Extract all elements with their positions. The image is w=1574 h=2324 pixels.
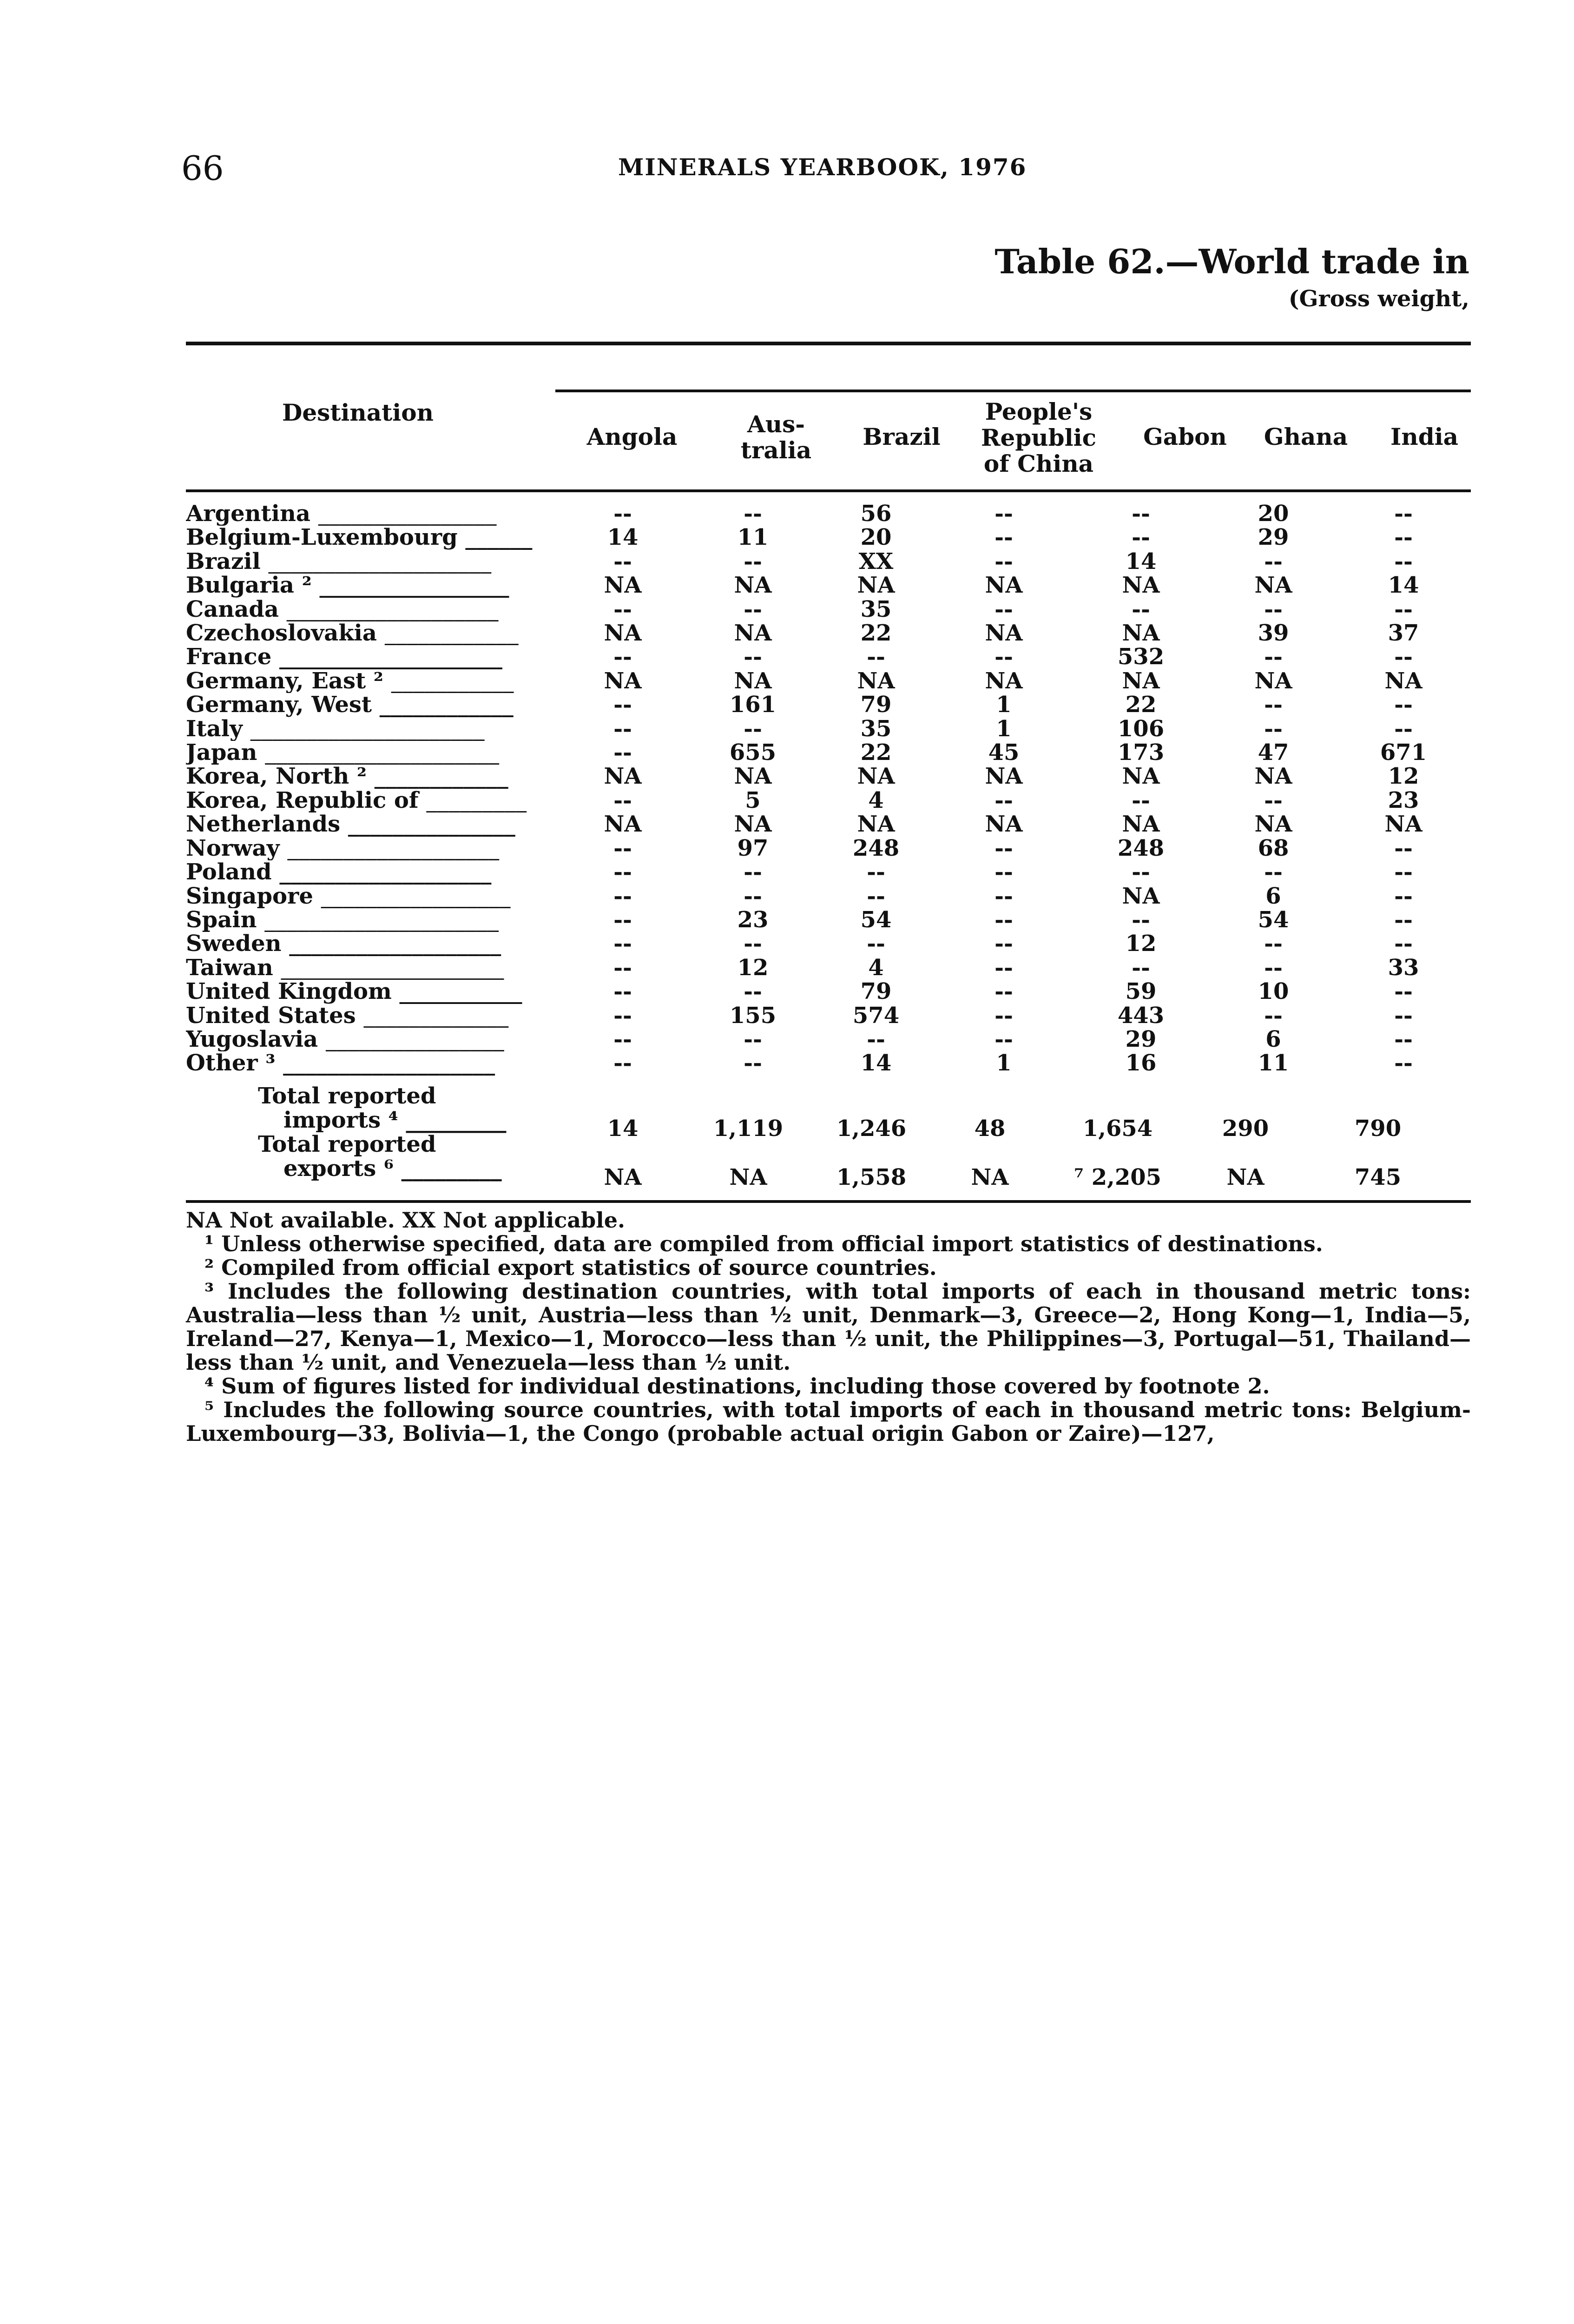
value-cell: -- [1264,931,1283,957]
value-cell: -- [613,954,632,981]
value-cell: 39 [1258,620,1289,647]
value-cell: NA [1384,811,1423,838]
value-cell: -- [1394,548,1413,574]
value-cell: -- [1394,715,1413,742]
value-cell: 155 [729,1002,777,1029]
destination-cell: France ____________________ [186,645,502,669]
value-cell: 47 [1258,739,1289,766]
value-cell: 22 [860,739,892,766]
table-row [186,526,1471,549]
value-cell: 29 [1258,524,1289,551]
column-header-gabon: Gabon [1143,423,1227,450]
destination-cell: Italy _____________________ [186,717,485,741]
value-cell: NA [1122,667,1160,694]
value-cell: NA [734,620,772,647]
total-exports-value: NA [1226,1164,1264,1190]
destination-cell: Netherlands _______________ [186,812,515,837]
value-cell: 20 [860,524,892,551]
value-cell: 574 [852,1002,900,1029]
value-cell: -- [1394,859,1413,885]
value-cell: NA [1254,811,1292,838]
column-header-china: People's Republic of China [981,398,1097,477]
value-cell: -- [1394,1026,1413,1052]
value-cell: -- [994,954,1013,981]
value-cell: -- [994,1026,1013,1052]
value-cell: -- [1394,835,1413,861]
table-row [186,860,1471,884]
table-row [186,1004,1471,1028]
table-row [186,550,1471,574]
destination-cell: United Kingdom ___________ [186,980,522,1004]
running-title: MINERALS YEARBOOK, 1976 [618,153,1027,181]
total-imports-value: 1,246 [836,1116,907,1142]
total-imports-label-2: imports ⁴ _________ [283,1107,507,1133]
value-cell: 54 [1258,906,1289,933]
footnotes [186,1208,1471,1446]
value-cell: NA [985,620,1023,647]
value-cell: -- [867,1026,885,1052]
destination-cell: Norway ___________________ [186,836,500,861]
value-cell: 14 [860,1050,892,1076]
total-imports-value: 290 [1222,1116,1269,1142]
value-cell: -- [613,1026,632,1052]
value-cell: 12 [1125,931,1157,957]
value-cell: XX [858,548,894,574]
destination-cell: Sweden ___________________ [186,932,501,956]
value-cell: -- [1264,859,1283,885]
value-cell: -- [1394,1002,1413,1029]
total-imports-value: 48 [974,1116,1006,1142]
value-cell: NA [734,811,772,838]
value-cell: -- [1132,859,1150,885]
total-exports-value: 1,558 [836,1164,907,1190]
total-exports-value: 745 [1354,1164,1402,1190]
table-row [186,693,1471,717]
value-cell: NA [604,763,642,790]
table-row [186,932,1471,956]
value-cell: 79 [860,692,892,718]
total-exports-value: ⁷ 2,205 [1073,1164,1162,1190]
value-cell: -- [1132,954,1150,981]
value-cell: -- [613,931,632,957]
destination-cell: Germany, West ____________ [186,693,514,717]
value-cell: 248 [1117,835,1165,861]
value-cell: -- [1264,692,1283,718]
value-cell: 14 [1388,572,1419,599]
value-cell: -- [613,906,632,933]
value-cell: -- [613,644,632,670]
value-cell: -- [1264,1002,1283,1029]
value-cell: 59 [1125,978,1157,1005]
total-exports-value: NA [604,1164,642,1190]
value-cell: -- [994,596,1013,622]
value-cell: NA [857,763,895,790]
value-cell: NA [1122,572,1160,599]
column-header-destination: Destination [282,399,434,426]
total-exports-label-1: Total reported [258,1131,436,1157]
value-cell: 54 [860,906,892,933]
value-cell: 10 [1258,978,1289,1005]
value-cell: -- [613,739,632,766]
footnote-2: ² Compiled from official export statistics of source countries. [204,1255,937,1280]
table-row [186,908,1471,932]
destination-cell: Singapore _________________ [186,884,511,908]
page-number: 66 [181,149,224,188]
destination-cell: Bulgaria ² _________________ [186,574,509,598]
value-cell: NA [604,620,642,647]
value-cell: -- [613,978,632,1005]
value-cell: NA [857,811,895,838]
value-cell: -- [744,931,762,957]
value-cell: -- [744,596,762,622]
value-cell: -- [1132,787,1150,813]
value-cell: -- [867,883,885,909]
value-cell: -- [613,501,632,527]
total-imports-value: 1,654 [1082,1116,1153,1142]
value-cell: 12 [737,954,769,981]
table-row [186,837,1471,860]
column-header-brazil: Brazil [863,423,941,450]
footnote-3: ³ Includes the following destination countries, with total imports of each in thousand metric tons: Australia—less than ½ unit, Austria—less than ½ unit, Denmark—3, Greece—2, Hong Kong—1, India—5, Ireland—27, Kenya—1, Mexico—1, Morocco—less than ½ unit, the Philippines—3, Portugal—51, Thailand—less than ½ unit, and Venezuela—less than ½ unit. [186,1279,1471,1375]
destination-cell: Belgium-Luxembourg ______ [186,526,533,550]
value-cell: NA [1384,667,1423,694]
value-cell: NA [734,763,772,790]
value-cell: NA [734,572,772,599]
value-cell: -- [994,906,1013,933]
column-header-angola: Angola [586,423,678,450]
total-imports-label-1: Total reported [258,1083,436,1109]
value-cell: -- [1132,524,1150,551]
value-cell: 11 [1258,1050,1289,1076]
value-cell: -- [1394,906,1413,933]
value-cell: 6 [1265,1026,1281,1052]
value-cell: -- [613,859,632,885]
table-row [186,645,1471,669]
destination-cell: Brazil ____________________ [186,549,492,574]
value-cell: -- [613,883,632,909]
value-cell: 22 [860,620,892,647]
value-cell: NA [1122,620,1160,647]
value-cell: -- [744,1026,762,1052]
value-cell: -- [994,644,1013,670]
value-cell: 655 [729,739,777,766]
value-cell: 33 [1388,954,1419,981]
value-cell: 1 [996,715,1012,742]
value-cell: 16 [1125,1050,1157,1076]
value-cell: NA [1254,763,1292,790]
table-row [186,885,1471,908]
value-cell: -- [994,524,1013,551]
value-cell: -- [994,501,1013,527]
destination-cell: Taiwan ____________________ [186,956,504,980]
value-cell: -- [1132,501,1150,527]
value-cell: -- [613,1002,632,1029]
value-cell: -- [1132,596,1150,622]
value-cell: 4 [868,954,884,981]
value-cell: -- [613,692,632,718]
value-cell: 4 [868,787,884,813]
value-cell: 14 [607,524,639,551]
value-cell: NA [604,667,642,694]
total-exports-label-2: exports ⁶ _________ [283,1155,502,1182]
value-cell: 79 [860,978,892,1005]
destination-cell: Korea, Republic of _________ [186,788,527,813]
value-cell: 23 [737,906,769,933]
value-cell: 37 [1388,620,1419,647]
value-cell: 6 [1265,883,1281,909]
value-cell: 671 [1380,739,1427,766]
value-cell: 161 [729,692,777,718]
value-cell: 29 [1125,1026,1157,1052]
value-cell: -- [1132,906,1150,933]
header-bottom-rule [186,489,1471,492]
value-cell: -- [867,931,885,957]
total-exports-value: NA [729,1164,767,1190]
value-cell: -- [1264,596,1283,622]
value-cell: -- [1394,596,1413,622]
total-imports-value: 790 [1354,1116,1402,1142]
value-cell: -- [744,1050,762,1076]
value-cell: -- [1394,883,1413,909]
value-cell: 1 [996,1050,1012,1076]
value-cell: -- [613,835,632,861]
value-cell: -- [613,715,632,742]
table-row [186,812,1471,836]
value-cell: 532 [1117,644,1165,670]
header-top-rule [555,390,1471,392]
value-cell: 45 [988,739,1020,766]
value-cell: -- [744,978,762,1005]
table-row [186,598,1471,621]
value-cell: 56 [860,501,892,527]
table-row [186,980,1471,1004]
destination-cell: Japan _____________________ [186,741,500,765]
footnote-5: ⁵ Includes the following source countries, with total imports of each in thousand metric tons: Belgium-Luxembourg—33, Bolivia—1, the Congo (probable actual origin Gabon or Zaire)—127, [186,1397,1471,1446]
value-cell: NA [1122,811,1160,838]
value-cell: NA [1254,572,1292,599]
value-cell: -- [867,644,885,670]
destination-cell: Yugoslavia ________________ [186,1027,504,1052]
value-cell: -- [744,859,762,885]
destination-cell: Czechoslovakia ____________ [186,621,519,646]
value-cell: 12 [1388,763,1419,790]
table-row [186,765,1471,788]
value-cell: NA [1122,883,1160,909]
value-cell: NA [985,667,1023,694]
value-cell: -- [1264,954,1283,981]
table-row [186,502,1471,526]
destination-cell: Canada ___________________ [186,597,499,622]
value-cell: 97 [737,835,769,861]
value-cell: -- [613,1050,632,1076]
table-row [186,669,1471,693]
destination-cell: Other ³ ___________________ [186,1051,495,1076]
destination-cell: United States _____________ [186,1004,509,1028]
table-row [186,717,1471,741]
value-cell: -- [994,835,1013,861]
value-cell: 14 [1125,548,1157,574]
value-cell: 106 [1117,715,1165,742]
table-bottom-rule [186,1200,1471,1203]
value-cell: -- [1394,931,1413,957]
table-row [186,574,1471,597]
value-cell: -- [1394,1050,1413,1076]
column-header-india: India [1390,423,1459,450]
value-cell: -- [1394,978,1413,1005]
column-header-ghana: Ghana [1264,423,1348,450]
value-cell: NA [857,667,895,694]
value-cell: NA [985,811,1023,838]
value-cell: -- [744,644,762,670]
value-cell: -- [994,548,1013,574]
table-row [186,621,1471,645]
table-row [186,1028,1471,1051]
value-cell: -- [1394,524,1413,551]
value-cell: NA [985,763,1023,790]
value-cell: 443 [1117,1002,1165,1029]
value-cell: NA [734,667,772,694]
value-cell: 1 [996,692,1012,718]
value-cell: -- [1394,501,1413,527]
value-cell: NA [1254,667,1292,694]
value-cell: 68 [1258,835,1289,861]
value-cell: 173 [1117,739,1165,766]
value-cell: -- [1264,644,1283,670]
destination-cell: Argentina ________________ [186,502,497,526]
value-cell: -- [744,883,762,909]
value-cell: -- [994,787,1013,813]
value-cell: 23 [1388,787,1419,813]
value-cell: -- [994,931,1013,957]
table-subtitle: (Gross weight, [1288,286,1469,312]
value-cell: 35 [860,715,892,742]
value-cell: -- [1264,715,1283,742]
total-imports-value: 14 [607,1116,639,1142]
value-cell: 5 [745,787,761,813]
footnote-1: ¹ Unless otherwise specified, data are compiled from official import statistics of destinations. [204,1231,1323,1256]
table-top-rule [186,342,1471,345]
value-cell: -- [1394,644,1413,670]
value-cell: NA [857,572,895,599]
value-cell: -- [1264,787,1283,813]
value-cell: 22 [1125,692,1157,718]
table-row [186,789,1471,812]
footnote-na-xx: NA Not available. XX Not applicable. [186,1208,625,1233]
value-cell: NA [604,572,642,599]
total-imports-value: 1,119 [713,1116,784,1142]
value-cell: -- [744,501,762,527]
value-cell: -- [613,548,632,574]
value-cell: NA [1122,763,1160,790]
destination-cell: Germany, East ² ___________ [186,669,514,693]
value-cell: -- [613,596,632,622]
value-cell: -- [744,548,762,574]
value-cell: -- [994,1002,1013,1029]
destination-cell: Spain _____________________ [186,908,499,932]
table-title: Table 62.—World trade in [994,242,1469,281]
value-cell: -- [994,978,1013,1005]
value-cell: -- [994,883,1013,909]
value-cell: NA [985,572,1023,599]
value-cell: 20 [1258,501,1289,527]
total-exports-value: NA [971,1164,1009,1190]
footnote-4: ⁴ Sum of figures listed for individual destinations, including those covered by footnote 2. [204,1373,1270,1399]
value-cell: -- [1264,548,1283,574]
value-cell: 35 [860,596,892,622]
destination-cell: Korea, North ² ____________ [186,765,508,789]
value-cell: NA [604,811,642,838]
value-cell: -- [994,859,1013,885]
value-cell: 11 [737,524,769,551]
table-row [186,741,1471,765]
value-cell: -- [744,715,762,742]
table-row [186,1051,1471,1075]
value-cell: -- [867,859,885,885]
value-cell: -- [1394,692,1413,718]
trade-table [186,502,1471,1076]
value-cell: -- [613,787,632,813]
value-cell: 248 [852,835,900,861]
column-header-australia: Aus- tralia [740,410,812,464]
destination-cell: Poland ___________________ [186,860,492,885]
table-row [186,956,1471,980]
